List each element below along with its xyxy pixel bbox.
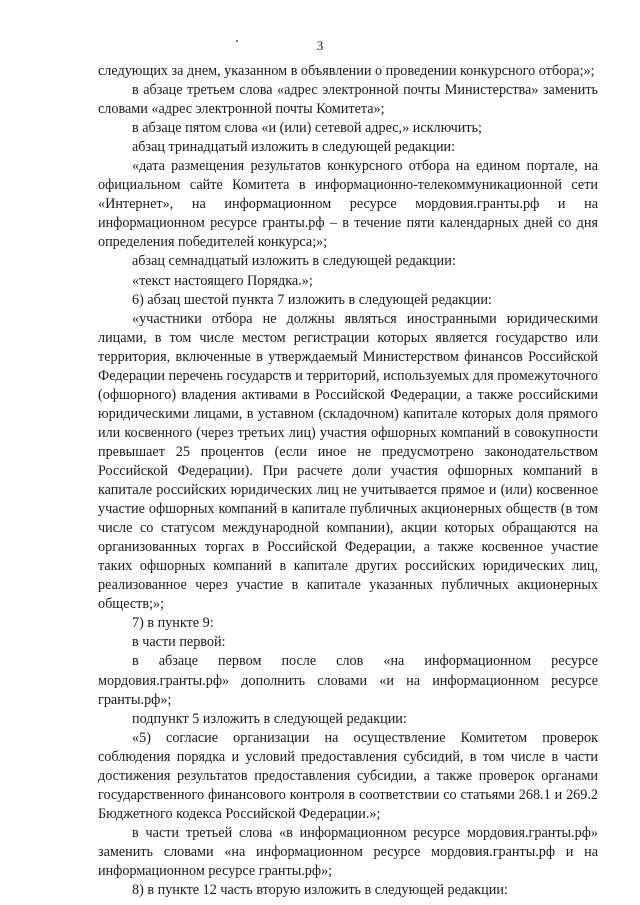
document-body bbox=[98, 62, 598, 900]
paragraph-results-date: «дата размещения результатов конкурсного отбора на едином портале, на официальном сайте Комитета в информационно-телекоммуникационной сети «Интернет», на информационном ресурсе мордовия.гранты.рф и на информационном ресурсе гранты.рф – в течение пяти календарных дней со дня определения победителей конкурса;»; bbox=[98, 158, 598, 251]
page-number: 3 bbox=[316, 38, 324, 53]
paragraph-order-text: «текст настоящего Порядка.»; bbox=[132, 272, 313, 289]
paragraph-subitem-5-text: «5) согласие организации на осуществление Комитетом проверок соблюдения порядка и условий предоставления субсидий, в том числе в части достижения результатов предоставления субсидии, а также проверок органами государственного финансового контроля в соответствии со статьями 268.1 и 269.2 Бюджетного кодекса Российской Федерации.»; bbox=[98, 729, 598, 822]
paragraph-subitem-5-intro: подпункт 5 изложить в следующей редакции: bbox=[132, 710, 407, 727]
paragraph-network-address: в абзаце пятом слова «и (или) сетевой адрес,» исключить; bbox=[132, 120, 483, 137]
paragraph-first-abzac: в абзаце первом после слов «на информационном ресурсе мордовия.гранты.рф» дополнить словами «и на информационном ресурсе гранты.рф»; bbox=[98, 653, 598, 708]
paragraph-item-7: 7) в пункте 9: bbox=[132, 615, 214, 632]
paragraph-part-three: в части третьей слова «в информационном ресурсе мордовия.гранты.рф» заменить словами «на информационном ресурсе мордовия.гранты.рф и на информационном ресурсе гранты.рф»; bbox=[98, 824, 598, 879]
paragraph-continuation: следующих за днем, указанном в объявлении о проведении конкурсного отбора;»; bbox=[98, 63, 595, 79]
paragraph-part-one: в части первой: bbox=[132, 634, 226, 651]
paragraph-item-8: 8) в пункте 12 часть вторую изложить в следующей редакции: bbox=[132, 882, 508, 899]
paragraph-seventeenth-intro: абзац семнадцатый изложить в следующей редакции: bbox=[132, 253, 456, 270]
paragraph-email-replacement: в абзаце третьем слова «адрес электронной почты Министерства» заменить словами «адрес электронной почты Комитета»; bbox=[98, 82, 598, 118]
paragraph-thirteenth-intro: абзац тринадцатый изложить в следующей редакции: bbox=[132, 139, 456, 156]
paragraph-item-6: 6) абзац шестой пункта 7 изложить в следующей редакции: bbox=[132, 291, 492, 308]
paragraph-offshore-rules: «участники отбора не должны являться иностранными юридическими лицами, в том числе местом регистрации которых является государство или территория, включенные в утверждаемый Министерством финансов Российской Федерации перечень государств и территорий, используемых для промежуточного (офшорного) владения активами в Российской Федерации, а также российскими юридическими лицами, в уставном (складочном) капитале которых доля прямого или косвенного (через третьих лиц) участия офшорных компаний в совокупности превышает 25 процентов (если иное не предусмотрено законодательством Российской Федерации). При расчете доли участия офшорных компаний в капитале российских юридических лиц не учитывается прямое и (или) косвенное участие офшорных компаний в капитале публичных акционерных обществ (в том числе со статусом международной компании), акции которых обращаются на организованных торгах в Российской Федерации, а также косвенное участие таких офшорных компаний в капитале других российских юридических лиц, реализованное через участие в капитале указанных публичных акционерных обществ;»; bbox=[98, 310, 598, 613]
